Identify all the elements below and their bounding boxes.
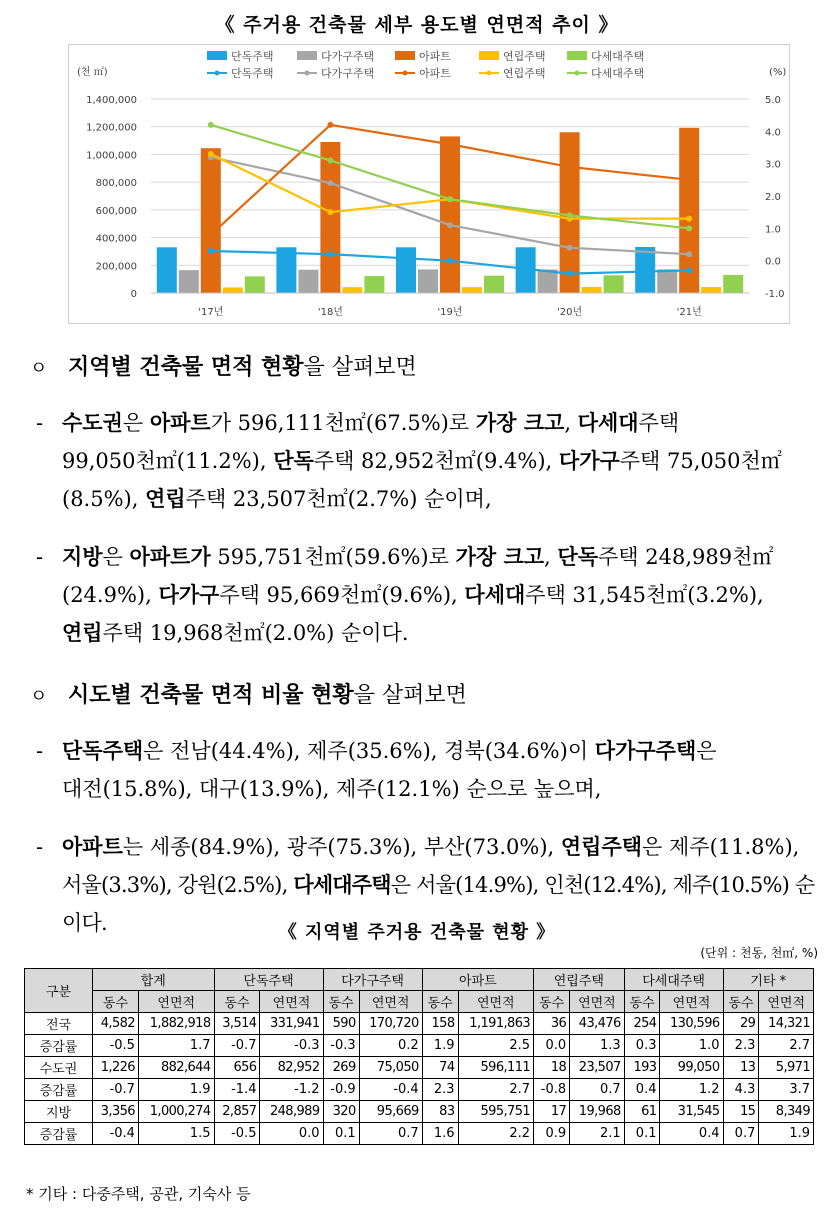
left-tick-label: 200,000	[95, 261, 137, 273]
table-cell: 2.5	[458, 1035, 534, 1057]
text: (8.5%),	[62, 487, 146, 511]
line-point	[447, 141, 453, 147]
text: 단독주택	[62, 738, 144, 763]
table-cell: 8,349	[759, 1101, 814, 1123]
line-point	[567, 164, 573, 170]
text: 가장 크고	[455, 544, 545, 569]
table-cell: 0.3	[624, 1035, 660, 1057]
table-cell: 23,507	[570, 1057, 625, 1079]
table-cell: 656	[214, 1057, 260, 1079]
x-tick-label: '17년	[198, 307, 224, 318]
text: 수도권	[62, 410, 123, 435]
legend-line-label: 단독주택	[231, 67, 274, 80]
table-cell: 0.4	[624, 1079, 660, 1101]
line-point	[327, 180, 333, 186]
left-tick-label: 600,000	[95, 205, 137, 217]
legend-bar-label: 다세대주택	[591, 50, 645, 63]
section-heading-regional	[30, 352, 417, 384]
chart-area	[68, 44, 790, 324]
legend-line-marker	[215, 71, 220, 76]
table-cell: 331,941	[260, 1013, 323, 1035]
legend-bar-label: 다가구주택	[321, 50, 375, 63]
bar-2	[320, 142, 340, 293]
text: 은	[122, 411, 150, 435]
table-cell: 99,050	[660, 1057, 723, 1079]
table-cell: 1.5	[138, 1123, 214, 1145]
table-cell: 0.2	[359, 1035, 422, 1057]
dash: -	[36, 739, 44, 763]
legend-bar-label: 아파트	[419, 50, 451, 63]
bar-1	[179, 270, 199, 293]
table-cell: 1.9	[422, 1035, 458, 1057]
legend-bar-label: 연립주택	[503, 50, 546, 63]
table-group-header: 다가구주택	[323, 969, 422, 991]
table-cell: 18	[534, 1057, 570, 1079]
table-row	[25, 1035, 814, 1057]
row-label: 수도권	[25, 1057, 93, 1079]
table-cell: 82,952	[260, 1057, 323, 1079]
legend-bar-swatch	[207, 51, 227, 60]
table-sub-header: 동수	[624, 991, 660, 1013]
table-cell: 130,596	[660, 1013, 723, 1035]
table-corner: 구분	[25, 969, 93, 1013]
text: 주택 248,989천㎡	[597, 545, 774, 569]
table-cell: 5,971	[759, 1057, 814, 1079]
table-cell: 590	[323, 1013, 359, 1035]
text: (24.9%),	[62, 583, 159, 607]
table-cell: -0.5	[214, 1123, 260, 1145]
table-cell: 0.9	[534, 1123, 570, 1145]
table-sub-header: 연면적	[458, 991, 534, 1013]
bar-4	[484, 276, 504, 293]
row-label: 증감률	[25, 1079, 93, 1101]
line-point	[208, 122, 214, 128]
table-cell: 0.0	[534, 1035, 570, 1057]
table-cell: 248,989	[260, 1101, 323, 1123]
text: 주택 82,952천㎡(9.4%),	[313, 449, 559, 473]
table-group-header: 다세대주택	[624, 969, 723, 991]
text: 주택 19,968천㎡(2.0%) 순이다.	[102, 621, 409, 645]
bar-3	[701, 287, 721, 293]
text: 아파트가	[129, 544, 211, 569]
table-cell: 320	[323, 1101, 359, 1123]
table-cell: 2,857	[214, 1101, 260, 1123]
line-point	[208, 248, 214, 254]
text: 주택 23,507천㎡(2.7%) 순이며,	[185, 487, 492, 511]
right-axis-unit: (%)	[769, 67, 787, 78]
table-cell: -0.8	[534, 1079, 570, 1101]
table-cell: 83	[422, 1101, 458, 1123]
text: 주택 31,545천㎡(3.2%),	[525, 583, 764, 607]
bar-4	[604, 275, 624, 293]
table-cell: 0.0	[260, 1123, 323, 1145]
table-cell: 0.7	[359, 1123, 422, 1145]
table-sub-header: 연면적	[570, 991, 625, 1013]
text: 단독	[557, 544, 598, 569]
text: 연립	[62, 620, 103, 645]
table-cell: 3,514	[214, 1013, 260, 1035]
table-cell: 36	[534, 1013, 570, 1035]
table-cell: -0.7	[93, 1079, 139, 1101]
bullet-icon: ㅇ	[30, 686, 48, 707]
text: 는 세종(84.9%), 광주(75.3%), 부산(73.0%),	[122, 835, 561, 859]
table-cell: 1,226	[93, 1057, 139, 1079]
text: 은 서울(14.9%), 인천(12.4%), 제주(10.5%) 순이다.	[62, 873, 815, 935]
table-cell: 61	[624, 1101, 660, 1123]
dash: -	[36, 411, 44, 435]
text: ,	[544, 545, 558, 569]
table-group-header: 단독주택	[214, 969, 323, 991]
row-label: 지방	[25, 1101, 93, 1123]
table-cell: -0.5	[93, 1035, 139, 1057]
text: 다가구	[558, 448, 620, 473]
table-group-header: 연립주택	[534, 969, 625, 991]
row-label: 증감률	[25, 1123, 93, 1145]
table-cell: 2.7	[458, 1079, 534, 1101]
table-sub-header: 연면적	[759, 991, 814, 1013]
legend-bar-label: 단독주택	[231, 50, 274, 63]
table-cell: 95,669	[359, 1101, 422, 1123]
table-cell: 596,111	[458, 1057, 534, 1079]
text: 은	[696, 739, 717, 763]
line-point	[447, 222, 453, 228]
regional-table	[24, 968, 814, 1145]
table-cell: 1,882,918	[138, 1013, 214, 1035]
text: 은 전남(44.4%), 제주(35.6%), 경북(34.6%)이	[143, 739, 595, 763]
text: 아파트	[149, 410, 211, 435]
table-sub-header: 동수	[93, 991, 139, 1013]
text: 가 596,111천㎡(67.5%)로	[210, 411, 476, 435]
legend-bar-swatch	[395, 51, 415, 60]
right-tick-label: 5.0	[765, 95, 781, 106]
table-cell: 1,000,274	[138, 1101, 214, 1123]
table-cell: 15	[723, 1101, 759, 1123]
line-point	[447, 196, 453, 202]
paragraph-provinces	[36, 538, 818, 652]
right-tick-label: 0.0	[765, 256, 781, 268]
bar-0	[396, 247, 416, 293]
line-point	[686, 216, 692, 222]
bar-3	[223, 287, 243, 293]
table-sub-header: 동수	[422, 991, 458, 1013]
line-point	[447, 258, 453, 264]
table-cell: 0.1	[624, 1123, 660, 1145]
table-cell: 1.9	[138, 1079, 214, 1101]
dash: -	[36, 835, 44, 859]
table-group-header: 아파트	[422, 969, 533, 991]
bullet-icon: ㅇ	[30, 358, 48, 379]
table-cell: 170,720	[359, 1013, 422, 1035]
table-cell: 4.3	[723, 1079, 759, 1101]
table-cell: 1,191,863	[458, 1013, 534, 1035]
legend-bar-swatch	[567, 51, 587, 60]
right-tick-label: 3.0	[765, 159, 781, 171]
table-cell: 19,968	[570, 1101, 625, 1123]
line-point	[327, 251, 333, 257]
text: 서울(3.3%), 강원(2.5%),	[62, 873, 294, 897]
table-cell: -0.9	[323, 1079, 359, 1101]
table-cell: 75,050	[359, 1057, 422, 1079]
table-cell: 2.2	[458, 1123, 534, 1145]
row-label: 증감률	[25, 1035, 93, 1057]
text: 다가구주택	[594, 738, 697, 763]
left-tick-label: 1,200,000	[86, 122, 137, 134]
bar-2	[201, 148, 221, 293]
bar-3	[582, 287, 602, 293]
x-tick-label: '19년	[437, 307, 463, 318]
text: 주택	[638, 411, 680, 435]
bar-2	[440, 136, 460, 293]
left-tick-label: 0	[130, 289, 137, 300]
line-point	[567, 212, 573, 218]
table-cell: 3.7	[759, 1079, 814, 1101]
text: 다세대	[577, 410, 639, 435]
table-title: 《 지역별 주거용 건축물 현황 》	[278, 922, 556, 943]
table-cell: 31,545	[660, 1101, 723, 1123]
legend-line-label: 다세대주택	[591, 67, 645, 80]
table-cell: -0.4	[359, 1079, 422, 1101]
x-tick-label: '21년	[676, 307, 702, 318]
table-cell: 193	[624, 1057, 660, 1079]
right-tick-label: 1.0	[765, 224, 781, 236]
x-tick-label: '18년	[317, 307, 343, 318]
x-tick-label: '20년	[557, 307, 583, 318]
line-point	[208, 232, 214, 238]
bar-0	[635, 247, 655, 293]
table-row	[25, 1101, 814, 1123]
table-cell: 2.3	[422, 1079, 458, 1101]
line-point	[686, 251, 692, 257]
heading-rest: 을 살펴보면	[303, 355, 417, 380]
text: 99,050천㎡(11.2%),	[62, 449, 274, 473]
text: 다세대주택	[293, 872, 391, 897]
table-sub-header: 연면적	[260, 991, 323, 1013]
text: 가장 크고	[475, 410, 565, 435]
bar-3	[462, 287, 482, 293]
table-cell: 254	[624, 1013, 660, 1035]
text: 단독	[273, 448, 314, 473]
line-point	[567, 271, 573, 277]
table-cell: 0.1	[323, 1123, 359, 1145]
row-label: 전국	[25, 1013, 93, 1035]
table-sub-header: 연면적	[359, 991, 422, 1013]
table-cell: 13	[723, 1057, 759, 1079]
text: 연립	[145, 486, 186, 511]
table-cell: 0.7	[723, 1123, 759, 1145]
left-tick-label: 800,000	[95, 178, 137, 190]
text: 은	[102, 545, 130, 569]
table-row	[25, 1079, 814, 1101]
table-sub-header: 연면적	[138, 991, 214, 1013]
table-row	[25, 1123, 814, 1145]
table-cell: 14,321	[759, 1013, 814, 1035]
table-cell: 1.6	[422, 1123, 458, 1145]
table-cell: 0.4	[660, 1123, 723, 1145]
text: ,	[564, 411, 578, 435]
table-cell: 2.3	[723, 1035, 759, 1057]
text: 주택 75,050천㎡	[619, 449, 782, 473]
left-tick-label: 400,000	[95, 233, 137, 245]
footnote: * 기타 : 다중주택, 공관, 기숙사 등	[26, 1185, 251, 1203]
legend-line-label: 아파트	[419, 67, 451, 80]
table-cell: -0.3	[260, 1035, 323, 1057]
text: 다세대	[464, 582, 526, 607]
bar-1	[418, 269, 438, 293]
paragraph-detached	[36, 732, 818, 808]
table-cell: 595,751	[458, 1101, 534, 1123]
table-sub-header: 동수	[534, 991, 570, 1013]
table-cell: 0.7	[570, 1079, 625, 1101]
table-cell: 2.1	[570, 1123, 625, 1145]
table-cell: 17	[534, 1101, 570, 1123]
line-point	[686, 267, 692, 273]
table-cell: 4,582	[93, 1013, 139, 1035]
table-cell: -0.7	[214, 1035, 260, 1057]
table-row	[25, 1013, 814, 1035]
table-cell: 1.7	[138, 1035, 214, 1057]
legend-line-marker	[487, 71, 492, 76]
heading-bold: 지역별 건축물 면적 현황	[68, 354, 304, 380]
dash: -	[36, 545, 44, 569]
line-point	[327, 209, 333, 215]
legend-line-marker	[305, 71, 310, 76]
table-cell: 1.3	[570, 1035, 625, 1057]
legend-line-marker	[403, 71, 408, 76]
text: 595,751천㎡(59.6%)로	[210, 545, 456, 569]
bar-3	[342, 287, 362, 293]
bar-4	[723, 275, 743, 293]
right-tick-label: -1.0	[765, 289, 785, 300]
bar-0	[157, 247, 177, 293]
legend-line-label: 연립주택	[503, 67, 546, 80]
table-group-header: 기타 *	[723, 969, 813, 991]
table-cell: 74	[422, 1057, 458, 1079]
left-axis-unit: (천 ㎡)	[77, 67, 108, 78]
table-cell: -0.4	[93, 1123, 139, 1145]
table-cell: 1.2	[660, 1079, 723, 1101]
legend-line-marker	[575, 71, 580, 76]
chart-svg	[69, 45, 791, 325]
table-cell: 1.9	[759, 1123, 814, 1145]
text: 아파트	[62, 834, 123, 859]
table-unit: (단위 : 천동, 천㎡, %)	[700, 946, 818, 960]
text: 다가구	[158, 582, 220, 607]
paragraph-capital	[36, 404, 818, 518]
table-cell: -1.2	[260, 1079, 323, 1101]
line-point	[327, 122, 333, 128]
table-cell: 2.7	[759, 1035, 814, 1057]
left-tick-label: 1,000,000	[86, 150, 137, 162]
legend-bar-swatch	[297, 51, 317, 60]
table-cell: 158	[422, 1013, 458, 1035]
line-point	[567, 245, 573, 251]
section-heading-city	[30, 680, 467, 712]
text: 지방	[62, 544, 103, 569]
table-sub-header: 연면적	[660, 991, 723, 1013]
table-sub-header: 동수	[723, 991, 759, 1013]
heading-rest: 을 살펴보면	[353, 683, 467, 708]
line-point	[686, 177, 692, 183]
legend-line-label: 다가구주택	[321, 67, 375, 80]
line-point	[327, 157, 333, 163]
bar-4	[364, 276, 384, 293]
text: 연립주택	[560, 834, 643, 859]
text: 주택 95,669천㎡(9.6%),	[219, 583, 465, 607]
line-point	[208, 151, 214, 157]
table-cell: -1.4	[214, 1079, 260, 1101]
table-cell: 3,356	[93, 1101, 139, 1123]
table-cell: 1.0	[660, 1035, 723, 1057]
table-sub-header: 동수	[214, 991, 260, 1013]
right-tick-label: 4.0	[765, 127, 781, 139]
chart-title: 《 주거용 건축물 세부 용도별 연면적 추이 》	[215, 14, 619, 36]
table-row	[25, 1057, 814, 1079]
line-point	[686, 225, 692, 231]
legend-bar-swatch	[479, 51, 499, 60]
table-cell: 29	[723, 1013, 759, 1035]
table-cell: 43,476	[570, 1013, 625, 1035]
table-cell: 882,644	[138, 1057, 214, 1079]
table-cell: -0.3	[323, 1035, 359, 1057]
bar-1	[657, 269, 677, 293]
table-group-header: 합계	[93, 969, 215, 991]
heading-bold: 시도별 건축물 면적 비율 현황	[68, 682, 354, 708]
bar-1	[298, 270, 318, 293]
right-tick-label: 2.0	[765, 192, 781, 203]
text: 대전(15.8%), 대구(13.9%), 제주(12.1%) 순으로 높으며,	[62, 777, 602, 801]
left-tick-label: 1,400,000	[86, 95, 137, 106]
table-sub-header: 동수	[323, 991, 359, 1013]
table-cell: 269	[323, 1057, 359, 1079]
bar-4	[245, 276, 265, 293]
text: 은 제주(11.8%),	[642, 835, 800, 859]
